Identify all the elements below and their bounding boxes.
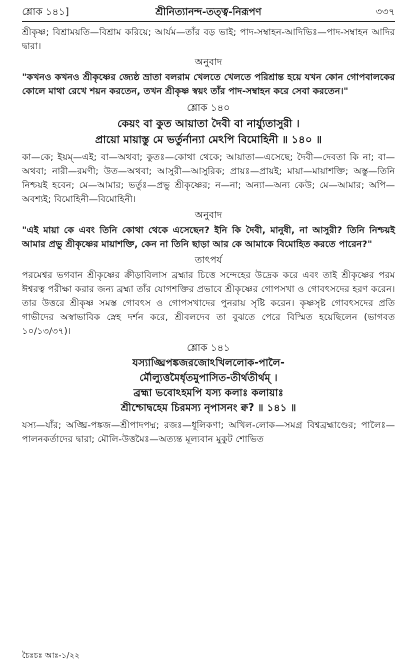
header-rule (22, 21, 395, 22)
page-body (22, 26, 395, 447)
translation-text-2: "এই মায়া কে এবং তিনি কোথা থেকে এসেছেন? ইনি কি দৈবী, মানুষী, না আসুরী? তিনি নিশ্চয়ই আমার প্রভু শ্রীকৃষ্ণের মায়াশক্তি, কেন না তিনি ছাড়া আর কে আমাকে বিমোহিত করতে পারেন?" (22, 225, 395, 250)
page-header (22, 5, 395, 21)
sloka-141-line-2: র্মৌল্যুত্তমৈর্ধৃতমুপাসিত-তীর্থতীর্থম্ । (139, 373, 278, 384)
translation-text: "কখনও কখনও শ্রীকৃষ্ণের জ্যেষ্ঠ ভ্রাতা বলরাম খেলতে খেলতে পরিশ্রান্ত হয়ে যখন কোন গোপবালকের কোলে মাথা রেখে শয়ন করতেন, তখন শ্রীকৃষ্ণ স্বয়ং তাঁর পাদ-সম্বাহন করে সেবা করতেন।" (22, 72, 395, 97)
sloka-141-line-4: শ্রীশ্চোদ্বহেম চিরমস্য নৃপাসনং ক্ব? ॥ ১৪১ ॥ (120, 403, 297, 414)
header-page-number: ৩৩৭ (375, 7, 395, 18)
sloka-140-line-1: কেয়ং বা কুত আয়াতা দৈবী বা নার্য্যুতাসুরী । (117, 118, 300, 130)
word-meaning-continued: শ্রীকৃষ্ণ; বিশ্রাময়তি—বিশ্রাম করিয়ে; আর্যম—তাঁর বড় ভাই; পাদ-সম্বাহন-আদিভিঃ—পাদ-সম্বাহন আদির দ্বারা। (22, 27, 395, 52)
sloka-140-heading: শ্লোক ১৪০ (186, 103, 231, 114)
header-chapter-title: শ্রীনিত্যানন্দ-তত্ত্ব-নিরূপণ (155, 7, 262, 18)
sloka-141-line-3: ব্রহ্মা ভবোঽহমপি যস্য কলাঃ কলায়াঃ (133, 388, 284, 399)
purport-text: পরমেশ্বর ভগবান শ্রীকৃষ্ণের ক্রীড়াবিলাস ব্রহ্মার চিত্তে সন্দেহের উদ্রেক করে এবং তাই শ্রীকৃষ্ণের পরম ঈশ্বরত্ব পরীক্ষা করার জন্য ব্রহ্মা তাঁর যোগশক্তির প্রভাবে শ্রীকৃষ্ণের গোপসখা ও গোবৎসদের হরণ করেন। তার উত্তরে শ্রীকৃষ্ণ সমস্ত গোবৎস ও গোপসখাদের পুনরায় সৃষ্টি করেন। কৃষ্ণসৃষ্ট গোবৎসদের প্রতি গাভীদের অস্বাভাবিক স্নেহ দর্শন করে, শ্রীবলদেব তা বুঝতে পেরে বিস্মিত হয়েছিলেন (ভাগবত ১০/১৩/৩৭)। (22, 270, 395, 337)
translation-label: অনুবাদ (194, 57, 223, 68)
word-meaning-140: কা—কে; ইয়ম্—এই; বা—অথবা; কুতঃ—কোথা থেকে; আয়াতা—এসেছে; দৈবী—দেবতা কি না; বা—অথবা; নারী—রমণী; উত—অথবা; আসুরী—আসুরিক; প্রায়ঃ—প্রায়ই; মায়া—মায়াশক্তি; অস্তু—তিনি নিশ্চয়ই হবেন; মে—আমার; ভর্তুঃ—প্রভু শ্রীকৃষ্ণের; ন—না; অন্যা—অন্য কেউ; মে—আমার; অপি—অবশ্যই; বিমোহিনী—বিমোহিনী। (22, 152, 395, 205)
sloka-140-line-2: প্রায়ো মায়াস্তু মে ভর্তুর্নান্যা মেঽপি বিমোহিনী ॥ ১৪০ ॥ (95, 134, 322, 146)
sloka-141-heading: শ্লোক ১৪১ (186, 343, 231, 354)
header-sloka-ref: শ্লোক ১৪১] (22, 7, 70, 18)
word-meaning-141: যস্য—যাঁর; অঙ্ঘ্রি-পঙ্কজ—শ্রীপাদপদ্ম; রজঃ—ধূলিকণা; অখিল-লোক—সমগ্র বিশ্বব্রহ্মাণ্ডের; পালৈঃ—পালনকর্তাদের দ্বারা; মৌলি-উত্তমৈঃ—অত্যন্ত মূল্যবান মুকুট শোভিত (22, 420, 395, 445)
purport-label: তাৎপর্য (194, 255, 223, 266)
translation-label-2: অনুবাদ (194, 210, 223, 221)
page-footer-signature: চৈঃচঃ আঃ-১/২২ (22, 651, 80, 660)
sloka-141-line-1: যস্যাঙ্ঘ্রিপঙ্কজরজোঽখিললোক-পালৈ- (132, 358, 285, 369)
